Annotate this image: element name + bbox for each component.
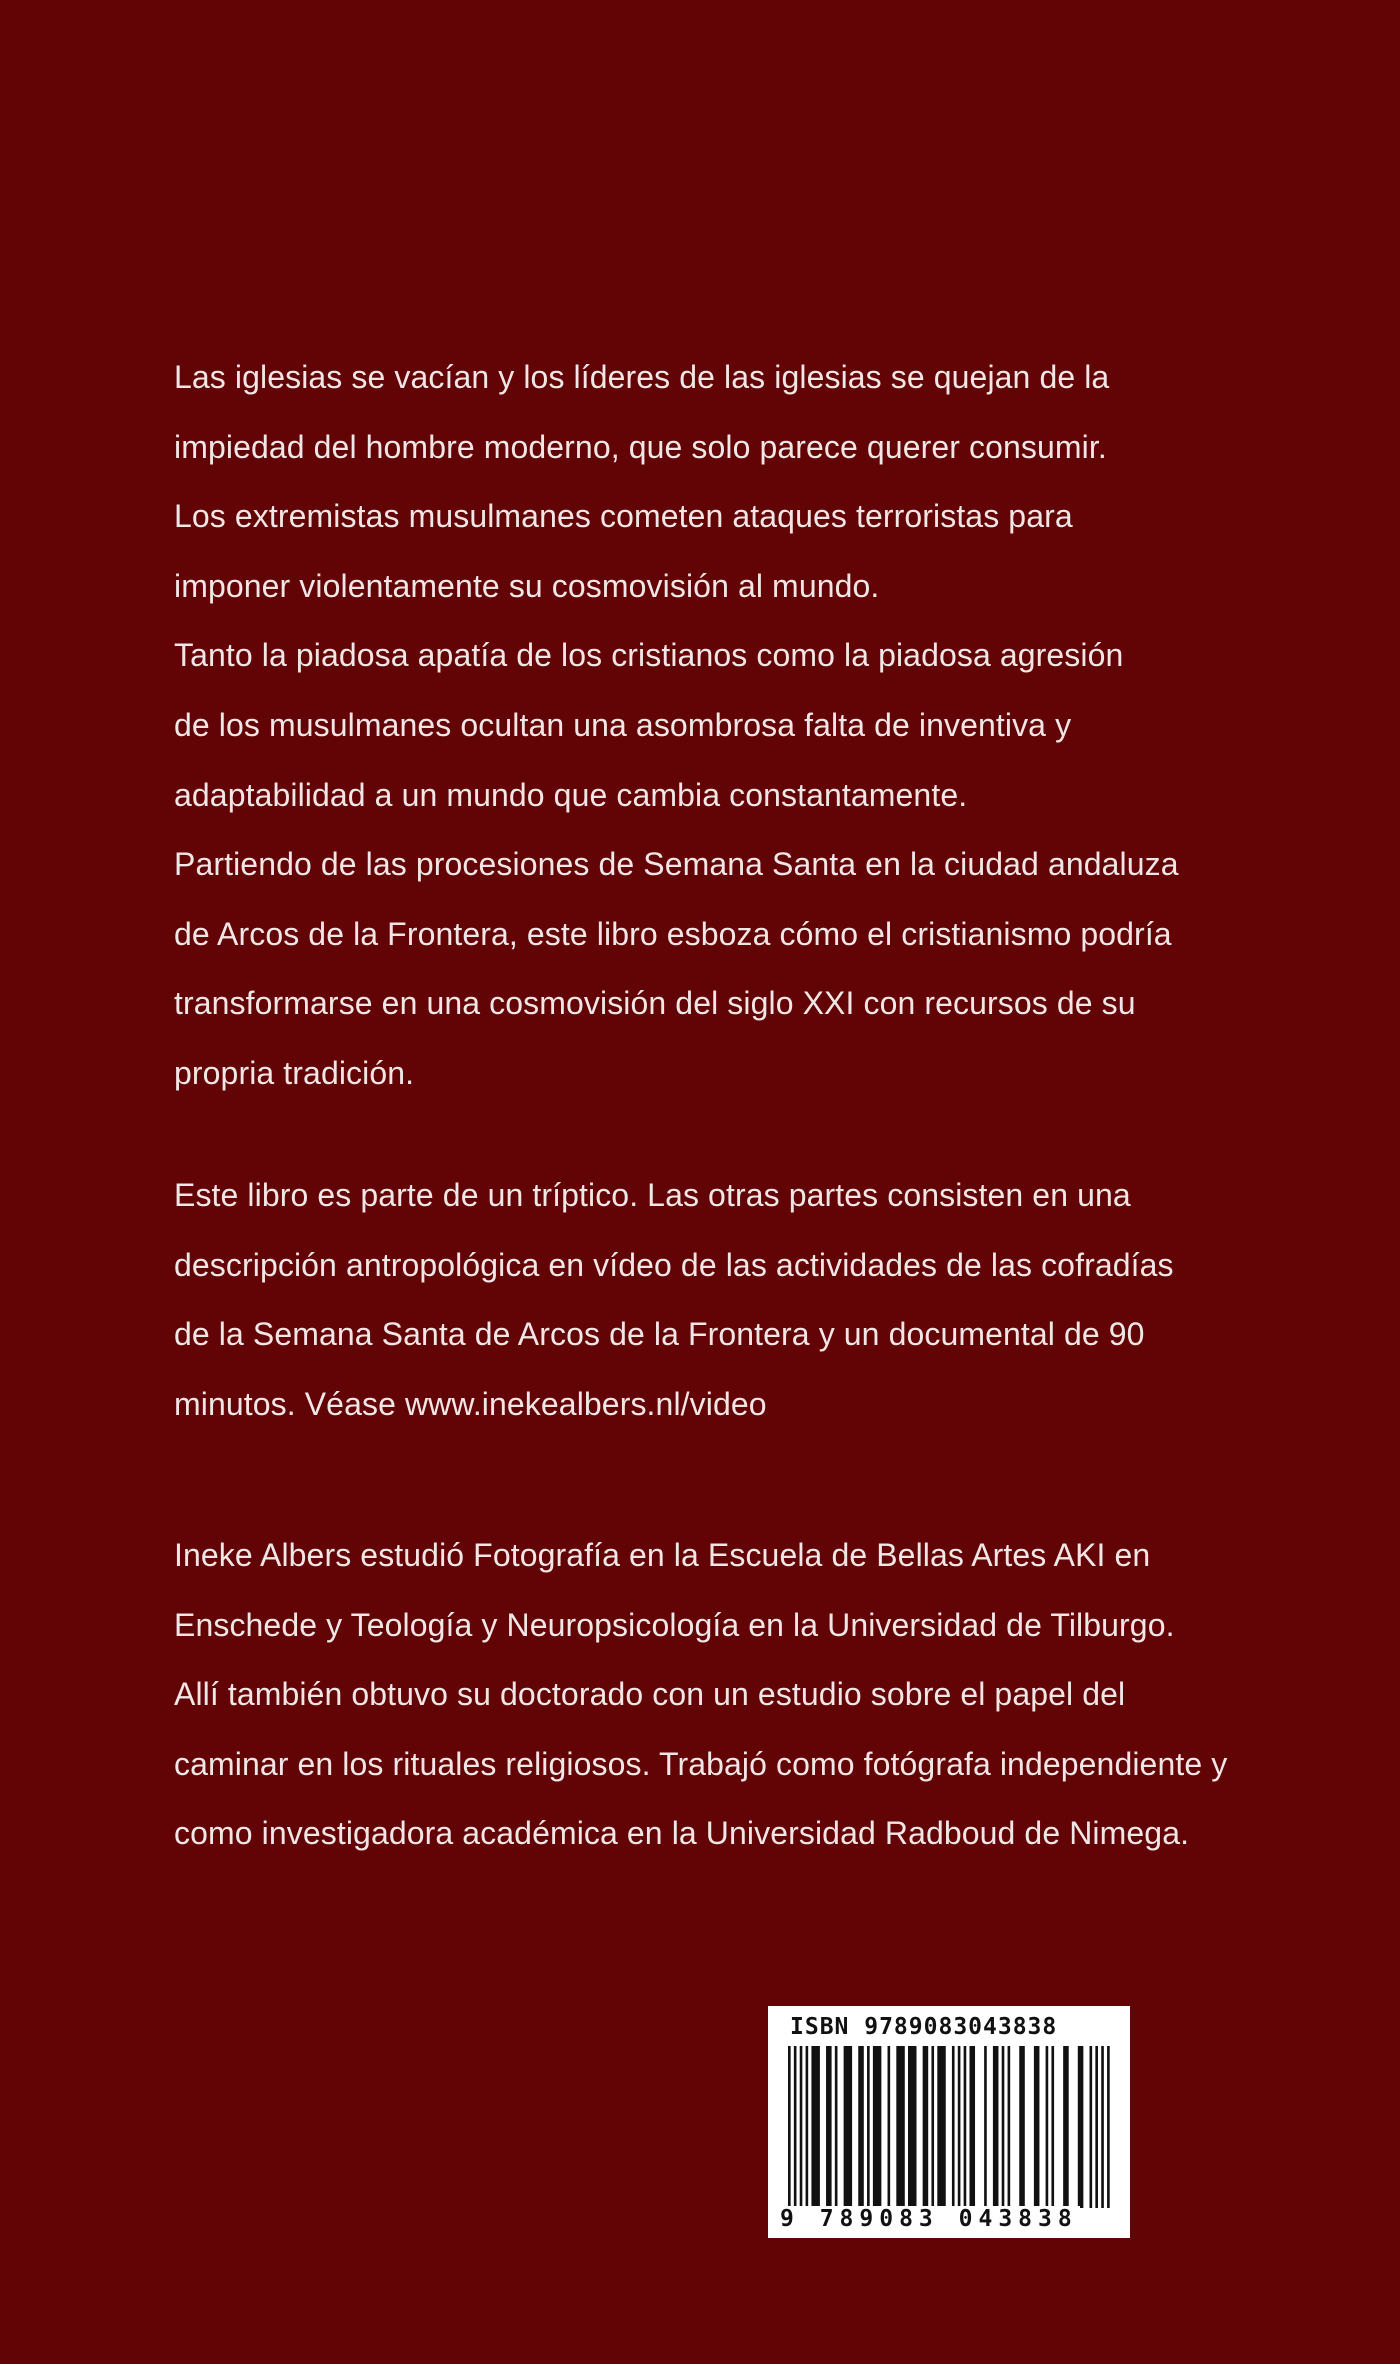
barcode-bar <box>1008 2046 1011 2208</box>
text-line: minutos. Véase www.inekealbers.nl/video <box>174 1385 767 1422</box>
barcode-bar <box>958 2046 961 2208</box>
barcode-bar <box>873 2046 881 2208</box>
barcode-bar <box>1063 2046 1069 2208</box>
text-line: caminar en los rituales religiosos. Trabajó como fotógrafa independiente y <box>174 1745 1228 1782</box>
text-line: Tanto la piadosa apatía de los cristianos como la piadosa agresión <box>174 637 1124 674</box>
text-line: imponer violentamente su cosmovisión al mundo. <box>174 567 880 604</box>
barcode-bar <box>964 2046 967 2208</box>
barcode-bar <box>908 2046 916 2208</box>
barcode-bar <box>1046 2046 1049 2208</box>
barcode-bar <box>952 2046 955 2208</box>
barcode-bars <box>788 2046 1110 2208</box>
barcode-bar <box>1090 2046 1093 2208</box>
barcode-digits: 9 789083 043838 <box>780 2206 1078 2232</box>
barcode-bar <box>888 2046 891 2208</box>
text-line: propria tradición. <box>174 1054 415 1091</box>
text-line: Enschede y Teología y Neuropsicología en la Universidad de Tilburgo. <box>174 1606 1175 1643</box>
text-line: de Arcos de la Frontera, este libro esboza cómo el cristianismo podría <box>174 915 1172 952</box>
barcode-bar <box>844 2046 852 2208</box>
barcode-bar <box>931 2046 934 2208</box>
isbn-label: ISBN 9789083043838 <box>790 2014 1058 2040</box>
barcode-bar <box>788 2046 791 2208</box>
isbn-barcode <box>768 2006 1130 2238</box>
text-line: como investigadora académica en la Universidad Radboud de Nimega. <box>174 1815 1190 1852</box>
barcode-bar <box>800 2046 803 2208</box>
text-line: de los musulmanes ocultan una asombrosa falta de inventiva y <box>174 706 1072 743</box>
barcode-bar <box>896 2046 904 2208</box>
text-line: Este libro es parte de un tríptico. Las otras partes consisten en una <box>174 1177 1131 1213</box>
text-line: impiedad del hombre moderno, que solo parece querer consumir. <box>174 428 1107 465</box>
blurb-triptych <box>174 1161 1274 1439</box>
text-line: de la Semana Santa de Arcos de la Frontera y un documental de 90 <box>174 1316 1145 1353</box>
barcode-bar <box>806 2046 809 2208</box>
barcode-bar <box>1019 2046 1025 2208</box>
text-line: transformarse en una cosmovisión del siglo XXI con recursos de su <box>174 985 1136 1022</box>
barcode-bar <box>923 2046 929 2208</box>
barcode-bar <box>835 2046 838 2208</box>
barcode-bar <box>1095 2046 1098 2208</box>
text-line: Partiendo de las procesiones de Semana Santa en la ciudad andaluza <box>174 846 1179 883</box>
text-line: Ineke Albers estudió Fotografía en la Escuela de Bellas Artes AKI en <box>174 1537 1151 1573</box>
barcode-bar <box>937 2046 945 2208</box>
text-line: adaptabilidad a un mundo que cambia constantamente. <box>174 776 968 813</box>
barcode-bar <box>1101 2046 1104 2208</box>
text-line: descripción antropológica en vídeo de las actividades de las cofradías <box>174 1246 1174 1283</box>
barcode-bar <box>993 2046 999 2208</box>
barcode-bar <box>969 2046 975 2208</box>
barcode-bar <box>1034 2046 1040 2208</box>
barcode-bar <box>1078 2046 1084 2208</box>
barcode-bar <box>858 2046 864 2208</box>
barcode-bar <box>1107 2046 1110 2208</box>
barcode-bar <box>867 2046 870 2208</box>
barcode-bar <box>1051 2046 1054 2208</box>
blurb-intro <box>174 343 1274 1109</box>
barcode-bar <box>826 2046 832 2208</box>
barcode-bar <box>811 2046 819 2208</box>
barcode-bar <box>984 2046 987 2208</box>
author-bio <box>174 1521 1274 1869</box>
text-line: Los extremistas musulmanes cometen ataques terroristas para <box>174 498 1073 535</box>
text-line: Las iglesias se vacían y los líderes de las iglesias se quejan de la <box>174 359 1110 395</box>
barcode-bar <box>794 2046 797 2208</box>
barcode-bar <box>1002 2046 1005 2208</box>
text-line: Allí también obtuvo su doctorado con un estudio sobre el papel del <box>174 1676 1126 1713</box>
